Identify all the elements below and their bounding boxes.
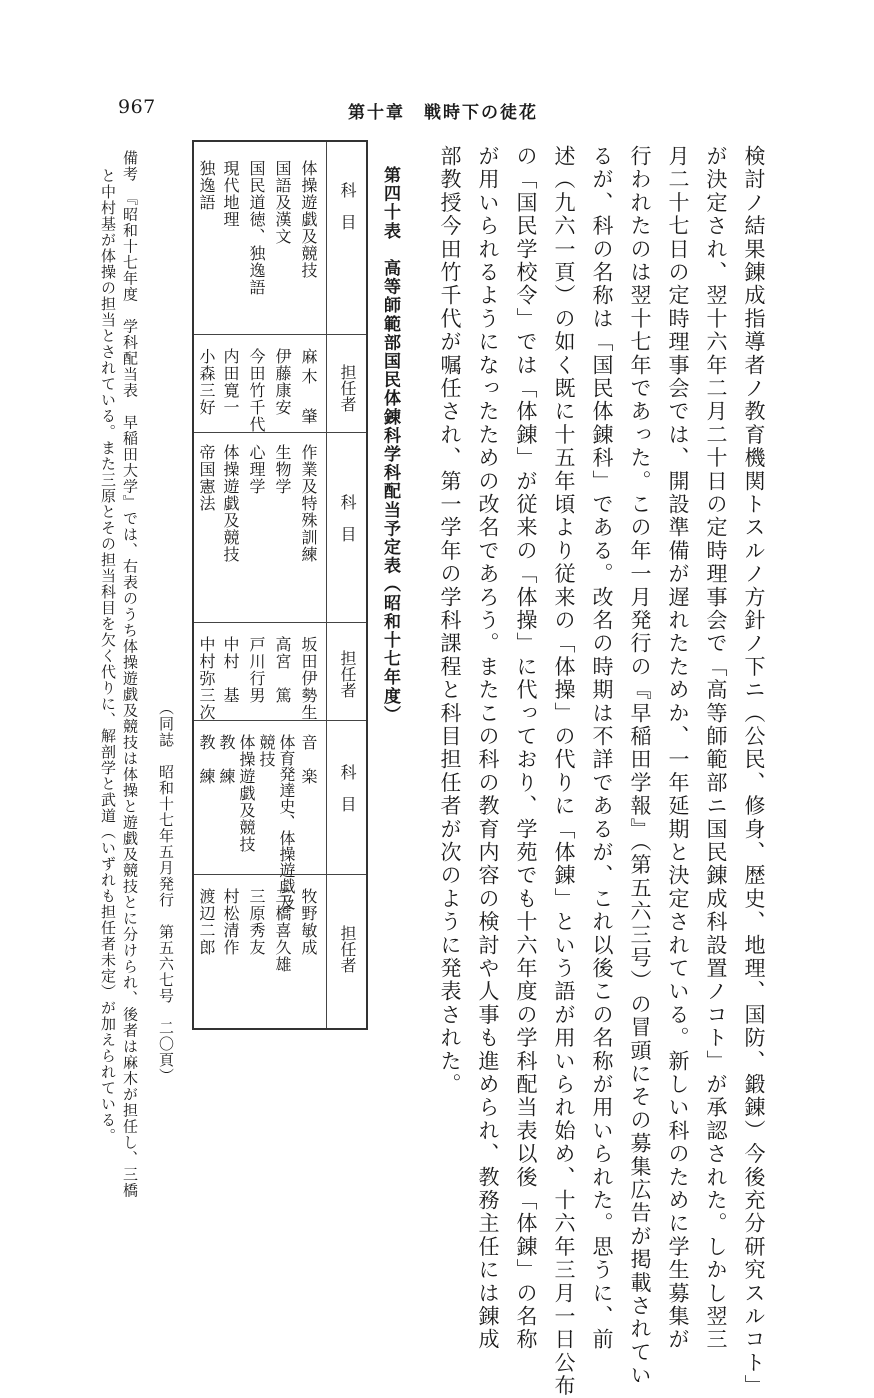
table-cell: 高宮 篤	[273, 636, 292, 704]
table-cell: 中村弥三次	[197, 636, 216, 721]
table-cell: 帝国憲法	[197, 444, 216, 512]
table-cell: 小森三好	[197, 348, 216, 416]
header-divider	[326, 142, 327, 1028]
body-line: 部教授今田竹千代が嘱任され、第一学年の学科課程と科目担任者が次のように発表された。	[438, 145, 462, 1097]
table-cell: 今田竹千代	[247, 348, 266, 433]
running-head: 第十章 戦時下の徒花	[348, 103, 538, 123]
table-cell: 国語及漢文	[273, 160, 292, 245]
source-note: （同誌 昭和十七年五月発行 第五六七号 二〇頁）	[157, 700, 175, 1084]
body-line: が決定され、翌十六年二月二十日の定時理事会で「高等師範部ニ国民錬成科設置ノコト」が承認された。しかし翌三	[704, 145, 728, 1352]
table-cell: 坂田伊勢生	[299, 636, 318, 721]
subject-table	[192, 140, 368, 1030]
body-line: 行われたのは翌十七年であった。この年一月発行の『早稲田学報』（第五六三号）の冒頭にその募集広告が掲載されてい	[628, 145, 652, 1388]
table-cell: 伊藤康安	[273, 348, 292, 416]
table-cell: 教 練	[197, 734, 216, 785]
remarks-line: と中村基が体操の担当とされている。また三原とその担当科目を欠く代りに、解剖学と武道（いずれも担任者未定）が加えられている。	[99, 168, 117, 1144]
table-cell: 内田寛一	[221, 348, 240, 416]
table-cell: 競技	[257, 734, 276, 768]
table-cell: 心理学	[247, 444, 266, 495]
table-cell: 牧野敏成	[299, 888, 318, 956]
table-cell: 生物学	[273, 444, 292, 495]
table-cell: 体操遊戯及競技	[221, 444, 240, 563]
header-teacher: 担任者	[338, 364, 357, 412]
body-line: 検討ノ結果錬成指導者ノ教育機関トスルノ方針ノ下ニ（公民、修身、歴史、地理、国防、鍛錬）今後充分研究スルコト」	[742, 145, 766, 1398]
table-title: 第四十表 高等師範部国民体錬科学科配当予定表（昭和十七年度）	[380, 166, 400, 724]
table-cell: 三原秀友	[247, 888, 266, 956]
body-line: 月二十七日の定時理事会では、開設準備が遅れたためか、一年延期と決定されている。新しい科のために学生募集が	[666, 145, 690, 1352]
remarks-line: 備考 『昭和十七年度 学科配当表 早稲田大学』では、右表のうち体操遊戯及競技は体操と遊戯及競技とに分けられ、後者は麻木が担任し、三橋	[121, 150, 139, 1199]
table-cell: 麻木 肇	[299, 348, 318, 428]
body-line: るが、科の名称は「国民体錬科」である。改名の時期は不詳であるが、これ以後この名称が用いられた。思うに、前	[590, 145, 614, 1352]
header-teacher: 担任者	[338, 650, 357, 698]
table-cell: 体育発達史、体操遊戯及	[277, 734, 296, 910]
table-cell: 村松清作	[221, 888, 240, 956]
table-cell: 教 練	[217, 734, 236, 785]
table-cell: 作業及特殊訓練	[299, 444, 318, 563]
table-cell: 中村 基	[221, 636, 240, 704]
table-cell: 現代地理	[221, 160, 240, 228]
table-cell: 独逸語	[197, 160, 216, 211]
table-cell: 戸川行男	[247, 636, 266, 704]
header-teacher: 担任者	[338, 925, 357, 973]
body-line: の「国民学校令」では「体錬」が従来の「体操」に代っており、学苑でも十六年度の学科配当表以後「体錬」の名称	[514, 145, 538, 1352]
table-cell: 音 楽	[299, 734, 318, 785]
header-subject: 科 目	[338, 494, 357, 542]
body-line: が用いられるようになったための改名であろう。またこの科の教育内容の検討や人事も進められ、教務主任には錬成	[476, 145, 500, 1352]
header-subject: 科 目	[338, 764, 357, 812]
table-cell: 体操遊戯及競技	[237, 734, 256, 853]
table-cell: 国民道徳、独逸語	[247, 160, 266, 296]
table-cell: 渡辺二郎	[197, 888, 216, 956]
table-cell: 体操遊戯及競技	[299, 160, 318, 279]
page-number: 967	[118, 96, 156, 118]
header-subject: 科 目	[338, 182, 357, 230]
table-cell: 三橋喜久雄	[273, 888, 292, 973]
body-line: 述（九六一頁）の如く既に十五年頃より従来の「体操」の代りに「体錬」という語が用いられ始め、十六年三月一日公布	[552, 145, 576, 1398]
